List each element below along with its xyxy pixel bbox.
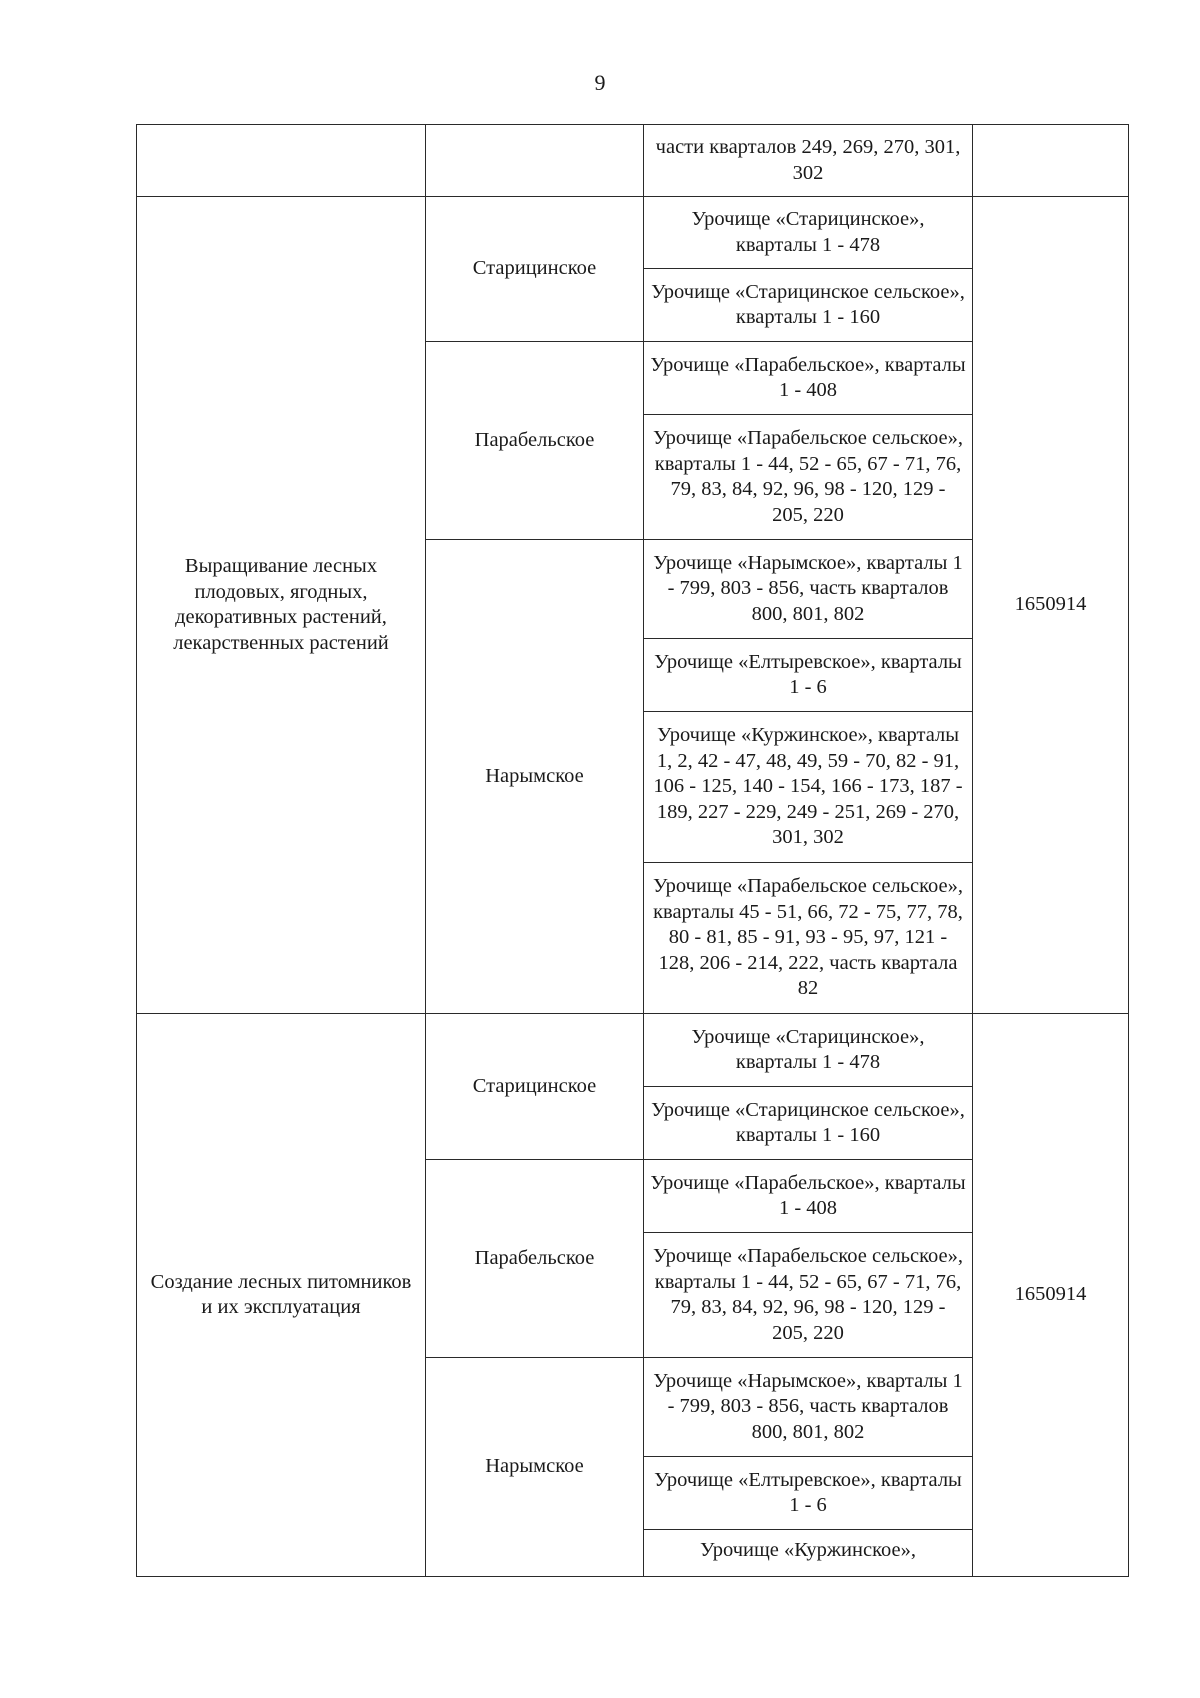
forestry-cell: Нарымское [426,540,644,1014]
forestry-cell: Старицинское [426,197,644,342]
area-cell: Урочище «Нарымское», кварталы 1 - 799, 803 - 856, часть кварталов 800, 801, 802 [644,540,973,639]
area-cell: Урочище «Старицинское сельское», кварталы 1 - 160 [644,1087,973,1160]
area-cell: Урочище «Куржинское», [644,1530,973,1577]
value-cell: 1650914 [973,1014,1129,1577]
forestry-cell: Старицинское [426,1014,644,1160]
area-cell: Урочище «Елтыревское», кварталы 1 - 6 [644,639,973,712]
table-row [137,1014,1129,1087]
activity-cell: Создание лесных питомников и их эксплуатация [137,1014,426,1577]
value-cell: 1650914 [973,197,1129,1014]
forestry-cell: Парабельское [426,1160,644,1358]
area-cell: Урочище «Нарымское», кварталы 1 - 799, 803 - 856, часть кварталов 800, 801, 802 [644,1358,973,1457]
area-cell: Урочище «Старицинское», кварталы 1 - 478 [644,197,973,269]
page-number: 9 [594,70,606,95]
forestry-cell [426,125,644,197]
table-row [137,125,1129,197]
forestry-cell: Парабельское [426,342,644,540]
area-cell: Урочище «Елтыревское», кварталы 1 - 6 [644,1457,973,1530]
area-cell: Урочище «Парабельское», кварталы 1 - 408 [644,342,973,415]
area-cell: части кварталов 249, 269, 270, 301, 302 [644,125,973,197]
forestry-cell: Нарымское [426,1358,644,1577]
area-cell: Урочище «Куржинское», кварталы 1, 2, 42 - 47, 48, 49, 59 - 70, 82 - 91, 106 - 125, 140 - 154, 166 - 173, 187 - 189, 227 - 229, 249 - 251, 269 - 270, 301, 302 [644,712,973,863]
area-cell: Урочище «Парабельское сельское», кварталы 1 - 44, 52 - 65, 67 - 71, 76, 79, 83, 84, 92, 96, 98 - 120, 129 - 205, 220 [644,415,973,540]
area-cell: Урочище «Старицинское», кварталы 1 - 478 [644,1014,973,1087]
forest-use-table [136,124,1129,1577]
activity-cell: Выращивание лесных плодовых, ягодных, декоративных растений, лекарственных растений [137,197,426,1014]
table-row [137,197,1129,269]
value-cell [973,125,1129,197]
activity-cell [137,125,426,197]
area-cell: Урочище «Парабельское сельское», кварталы 1 - 44, 52 - 65, 67 - 71, 76, 79, 83, 84, 92, 96, 98 - 120, 129 - 205, 220 [644,1233,973,1358]
area-cell: Урочище «Парабельское», кварталы 1 - 408 [644,1160,973,1233]
area-cell: Урочище «Парабельское сельское», кварталы 45 - 51, 66, 72 - 75, 77, 78, 80 - 81, 85 - 91, 93 - 95, 97, 121 - 128, 206 - 214, 222, часть квартала 82 [644,863,973,1014]
area-cell: Урочище «Старицинское сельское», кварталы 1 - 160 [644,269,973,342]
